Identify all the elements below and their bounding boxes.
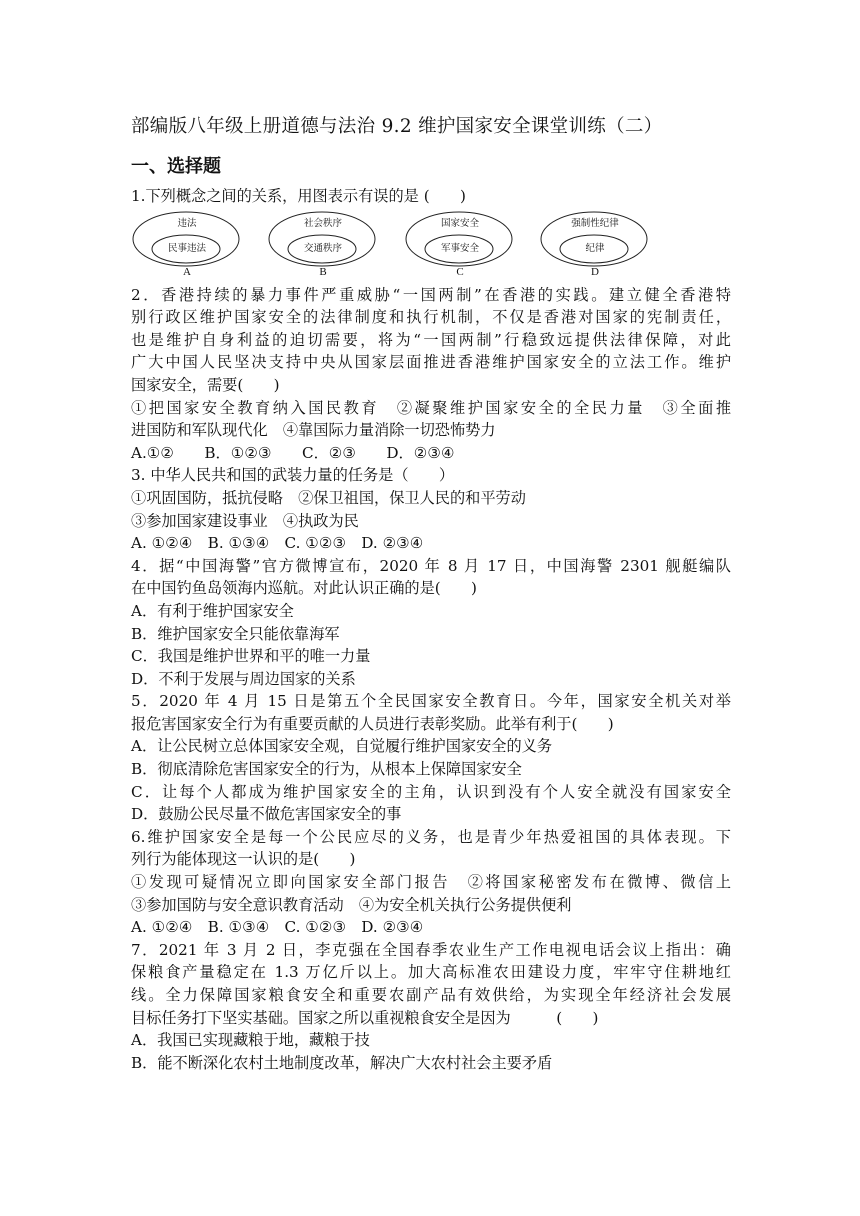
answer-option-d: D．鼓励公民尽量不做危害国家安全的事 — [131, 805, 402, 824]
option-letter: C — [456, 265, 464, 278]
question-text-line: 目标任务打下坚实基础。国家之所以重视粮食安全是因为 ( ) — [131, 1008, 599, 1027]
question-text-line: 5．2020 年 4 月 15 日是第五个全民国家安全教育日。今年，国家安全机关对举 — [131, 692, 731, 711]
statement-line: ①巩固国防，抵抗侵略 ②保卫祖国，保卫人民的和平劳动 — [131, 488, 526, 507]
question-text-line: 广大中国人民坚决支持中央从国家层面推进香港维护国家安全的立法工作。维护 — [131, 353, 731, 372]
outer-concept-label: 国家安全 — [440, 217, 479, 229]
question-text-line: 2．香港持续的暴力事件严重威胁“一国两制”在香港的实践。建立健全香港特 — [131, 285, 731, 304]
concept-diagrams — [131, 210, 731, 282]
diagram-c — [404, 210, 516, 282]
inner-concept-label: 民事违法 — [167, 242, 206, 254]
answer-option-a: A．让公民树立总体国家安全观，自觉履行维护国家安全的义务 — [131, 737, 553, 756]
question-text-line: 国家安全，需要( ) — [131, 375, 280, 394]
answer-option-c: C．让每个人都成为维护国家安全的主角，认识到没有个人安全就没有国家安全 — [131, 782, 731, 801]
diagram-d — [539, 210, 651, 282]
inner-concept-label: 军事安全 — [440, 242, 479, 254]
option-letter: B — [319, 265, 327, 278]
question-2 — [131, 284, 731, 465]
question-1 — [131, 185, 731, 282]
answer-option-d: D．不利于发展与周边国家的关系 — [131, 669, 356, 688]
document-page — [131, 112, 731, 1074]
section-heading: 一、选择题 — [131, 156, 221, 177]
question-6 — [131, 826, 731, 939]
statement-line: ③参加国防与安全意识教育活动 ④为安全机关执行公务提供便利 — [131, 895, 572, 914]
question-5 — [131, 690, 731, 826]
question-text-line: 保粮食产量稳定在 1.3 万亿斤以上。加大高标准农田建设力度，牢牢守住耕地红 — [131, 963, 731, 982]
question-text-line: 4．据“中国海警”官方微博宣布，2020 年 8 月 17 日，中国海警 2301 舰艇编队 — [131, 556, 731, 575]
question-7 — [131, 939, 731, 1075]
statement-line: ①把国家安全教育纳入国民教育 ②凝聚维护国家安全的全民力量 ③全面推 — [131, 398, 731, 417]
answer-options: A. ①②④ B. ①③④ C. ①②③ D. ②③④ — [131, 534, 424, 553]
question-text-line: 6.维护国家安全是每一个公民应尽的义务，也是青少年热爱祖国的具体表现。下 — [131, 827, 731, 846]
inner-concept-label: 交通秩序 — [303, 242, 342, 254]
question-3 — [131, 464, 731, 554]
answer-option-b: B．维护国家安全只能依靠海军 — [131, 624, 340, 643]
answer-option-b: B．彻底清除危害国家安全的行为，从根本上保障国家安全 — [131, 760, 522, 779]
question-text-line: 线。全力保障国家粮食安全和重要农副产品有效供给，为实现全年经济社会发展 — [131, 986, 731, 1004]
outer-concept-label: 违法 — [177, 217, 197, 229]
option-letter: A — [183, 265, 191, 278]
inner-concept-label: 纪律 — [585, 242, 605, 254]
statement-line: ①发现可疑情况立即向国家安全部门报告 ②将国家秘密发布在微博、微信上 — [131, 873, 731, 892]
outer-concept-label: 社会秩序 — [303, 217, 342, 229]
statement-line: ③参加国家建设事业 ④执政为民 — [131, 511, 359, 530]
question-text-line: 报危害国家安全行为有重要贡献的人员进行表彰奖励。此举有利于( ) — [131, 714, 614, 733]
question-stem: 1.下列概念之间的关系，用图表示有误的是 ( ) — [131, 187, 466, 205]
diagram-a — [131, 210, 243, 282]
answer-options: A. ①②④ B. ①③④ C. ①②③ D. ②③④ — [131, 918, 424, 937]
question-4 — [131, 555, 731, 691]
answer-option-a: A．有利于维护国家安全 — [131, 601, 294, 620]
question-text-line: 列行为能体现这一认识的是( ) — [131, 850, 356, 869]
answer-option-c: C．我国是维护世界和平的唯一力量 — [131, 647, 371, 666]
document-title: 部编版八年级上册道德与法治 9.2 维护国家安全课堂训练（二） — [131, 116, 663, 137]
question-text-line: 在中国钓鱼岛领海内巡航。对此认识正确的是( ) — [131, 579, 477, 598]
question-text-line: 3. 中华人民共和国的武装力量的任务是（ ） — [131, 466, 455, 485]
answer-option-a: A．我国已实现藏粮于地，藏粮于技 — [131, 1031, 370, 1050]
diagram-b — [267, 210, 379, 282]
statement-line: 进国防和军队现代化 ④靠国际力量消除一切恐怖势力 — [131, 421, 496, 440]
question-text-line: 7．2021 年 3 月 2 日，李克强在全国春季农业生产工作电视电话会议上指出：确 — [131, 940, 731, 959]
question-text-line: 别行政区维护国家安全的法律制度和执行机制，不仅是香港对国家的宪制责任， — [131, 308, 731, 327]
answer-option-b: B．能不断深化农村土地制度改革，解决广大农村社会主要矛盾 — [131, 1053, 553, 1072]
answer-options: A.①② B．①②③ C．②③ D．②③④ — [131, 443, 455, 462]
option-letter: D — [591, 265, 599, 278]
question-text-line: 也是维护自身利益的迫切需要，将为“一国两制”行稳致远提供法律保障，对此 — [131, 330, 731, 349]
outer-concept-label: 强制性纪律 — [571, 217, 619, 229]
